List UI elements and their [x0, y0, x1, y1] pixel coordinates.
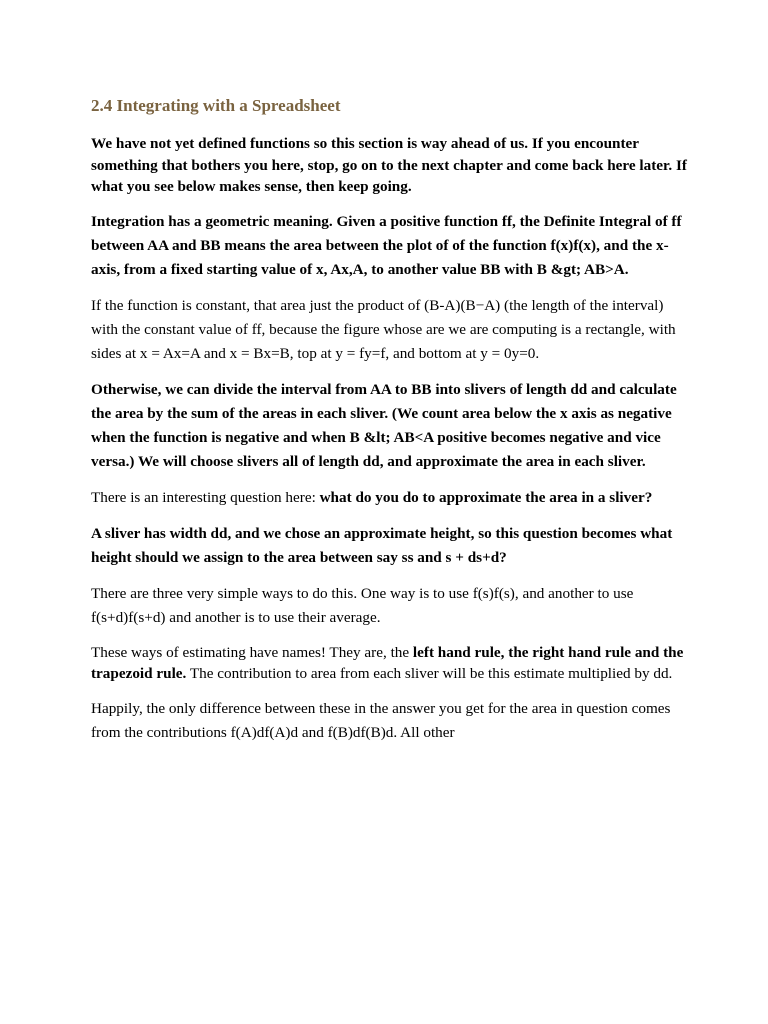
rule-names-intro-text: These ways of estimating have names! They are, the — [91, 643, 413, 661]
question-bold-text: what do you do to approximate the area in a sliver? — [319, 488, 653, 506]
slivers-paragraph: Otherwise, we can divide the interval from AA to BB into slivers of length dd and calculate the area by the sum of the areas in each sliver. (We count area below the x axis as negative when the function is negative and when B &lt; AB<A positive becomes negative and vice versa.) We will choose slivers all of length dd, and approximate the area in each sliver. — [91, 380, 677, 470]
question-intro-text: There is an interesting question here: — [91, 488, 320, 506]
sliver-width-paragraph: A sliver has width dd, and we chose an approximate height, so this question becomes what height should we assign to the area between say ss and s + ds+d? — [91, 524, 673, 566]
integration-definition-paragraph: Integration has a geometric meaning. Given a positive function ff, the Definite Integral of ff between AA and BB means the area between the plot of of the function f(x)f(x), and the x-axis, from a fixed starting value of x, Ax,A, to another value BB with B &gt; AB>A. — [91, 212, 682, 278]
intro-paragraph: We have not yet defined functions so this section is way ahead of us. If you encounter something that bothers you here, stop, go on to the next chapter and come back here later. If what you see below makes sense, then keep going. — [91, 135, 687, 195]
rule-names-paragraph — [91, 642, 691, 685]
question-paragraph — [91, 486, 691, 510]
rule-names-outro-text: The contribution to area from each sliver will be this estimate multiplied by dd. — [186, 665, 673, 682]
constant-function-paragraph: If the function is constant, that area just the product of (B-A)(B−A) (the length of the interval) with the constant value of ff, because the figure whose are we are computing is a rectangle, with sides at x = Ax=A and x = Bx=B, top at y = fy=f, and bottom at y = 0y=0. — [91, 296, 676, 362]
difference-paragraph: Happily, the only difference between these in the answer you get for the area in question comes from the contributions f(A)df(A)d and f(B)df(B)d. All other — [91, 699, 671, 741]
rule-names-bold-text: left hand rule, the right hand rule and the trapezoid rule. — [91, 643, 684, 682]
three-ways-paragraph: There are three very simple ways to do this. One way is to use f(s)f(s), and another to use f(s+d)f(s+d) and another is to use their average. — [91, 584, 634, 626]
section-heading: 2.4 Integrating with a Spreadsheet — [91, 96, 341, 115]
document-page — [91, 96, 691, 757]
